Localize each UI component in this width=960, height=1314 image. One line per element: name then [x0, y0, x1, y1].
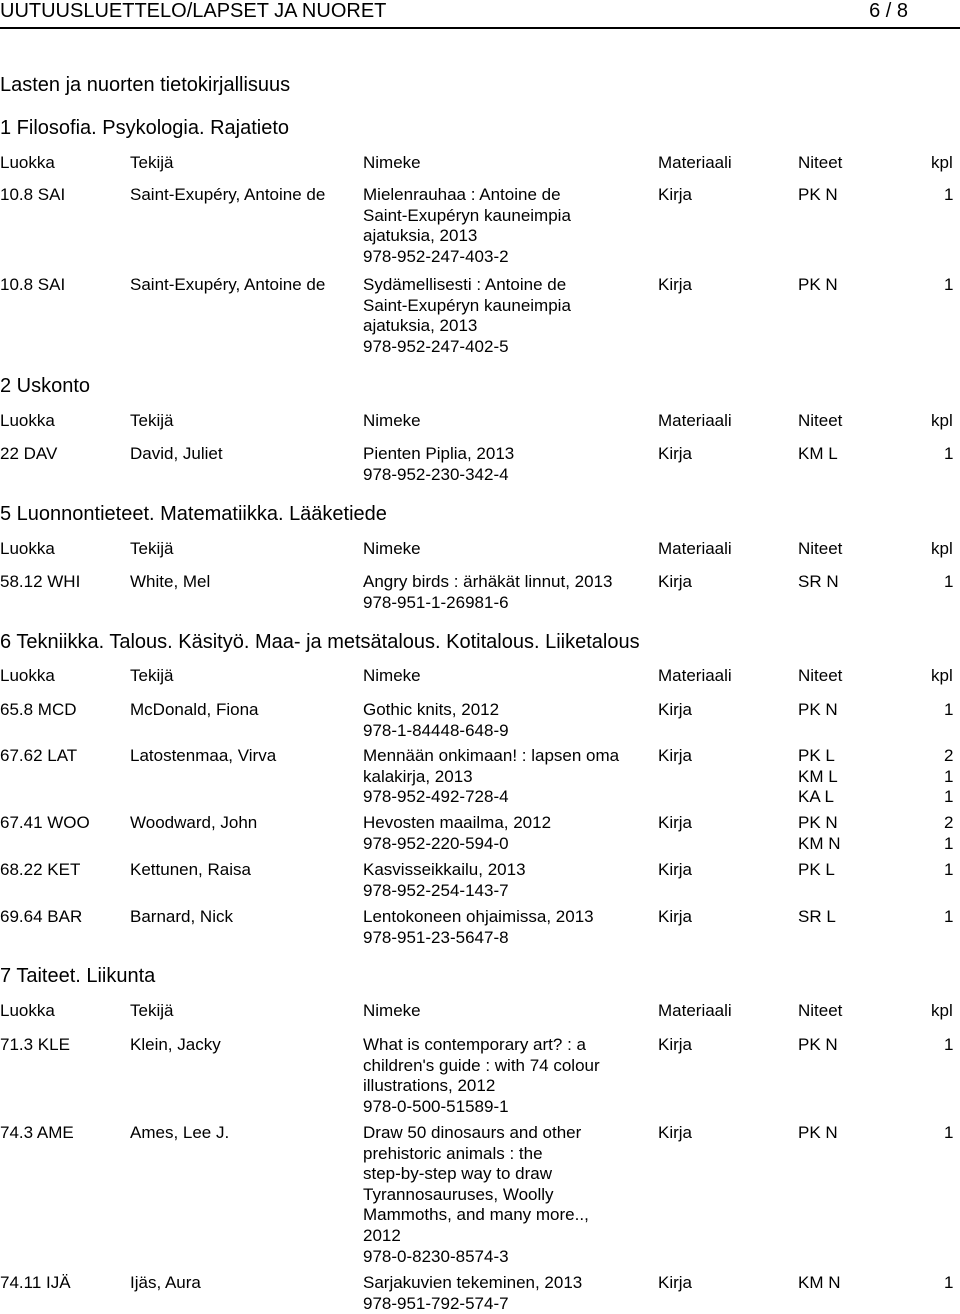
- holding-location: PK N: [798, 275, 838, 294]
- column-header-luokka: Luokka: [0, 411, 55, 430]
- column-header-nimeke: Nimeke: [363, 539, 421, 558]
- author: Ijäs, Aura: [130, 1273, 201, 1292]
- title-cell: [363, 813, 648, 854]
- copy-count: [944, 185, 960, 206]
- class-code: 69.64 BAR: [0, 907, 83, 926]
- copy-count: [944, 813, 960, 854]
- class-code: 22 DAV: [0, 444, 58, 463]
- title-line: Draw 50 dinosaurs and other: [363, 1123, 582, 1142]
- class-code: 68.22 KET: [0, 860, 81, 879]
- holding-location: KM N: [798, 833, 841, 853]
- author: White, Mel: [130, 572, 211, 591]
- holding-location: SR N: [798, 572, 839, 591]
- title-line: What is contemporary art? : a: [363, 1035, 586, 1054]
- title-cell: [363, 444, 648, 485]
- holding-location: SR L: [798, 907, 836, 926]
- title-cell: [363, 860, 648, 901]
- material: Kirja: [658, 572, 693, 591]
- copies: 1: [944, 1273, 954, 1292]
- copy-count: [944, 572, 960, 593]
- column-header-materiaali: Materiaali: [658, 153, 732, 172]
- header-divider: [0, 27, 960, 29]
- holdings: [798, 1035, 838, 1056]
- copies: 1: [944, 766, 954, 786]
- holding-location: PK L: [798, 860, 835, 879]
- isbn: 978-951-23-5647-8: [363, 927, 509, 947]
- title-cell: [363, 185, 648, 267]
- author: David, Juliet: [130, 444, 223, 463]
- copies: 1: [944, 1123, 954, 1142]
- holding-location: PK N: [798, 1035, 838, 1054]
- holding-location: PK N: [798, 700, 838, 719]
- column-header-nimeke: Nimeke: [363, 411, 421, 430]
- holdings: [798, 1123, 838, 1144]
- copy-count: [944, 860, 960, 881]
- title-cell: [363, 1273, 648, 1314]
- class-code: 74.11 IJÄ: [0, 1273, 71, 1292]
- holdings: [798, 700, 838, 721]
- column-header-niteet: Niteet: [798, 1001, 843, 1020]
- column-header-tekija: Tekijä: [130, 411, 174, 430]
- holdings: [798, 572, 839, 593]
- holdings: [798, 860, 835, 881]
- title-cell: [363, 700, 648, 741]
- holdings: [798, 1273, 841, 1294]
- column-header-kpl: kpl: [931, 153, 953, 172]
- title-line: Gothic knits, 2012: [363, 700, 500, 719]
- holding-location: PK N: [798, 813, 838, 832]
- copy-count: [944, 444, 960, 465]
- column-header-tekija: Tekijä: [130, 539, 174, 558]
- column-header-niteet: Niteet: [798, 153, 843, 172]
- material: Kirja: [658, 1035, 693, 1054]
- isbn: 978-0-500-51589-1: [363, 1096, 509, 1116]
- material: Kirja: [658, 746, 693, 765]
- column-header-nimeke: Nimeke: [363, 666, 421, 685]
- copies: 1: [944, 833, 954, 853]
- title-cell: [363, 1123, 648, 1267]
- column-header-kpl: kpl: [931, 411, 953, 430]
- holding-location: PK N: [798, 185, 838, 204]
- class-code: 10.8 SAI: [0, 185, 66, 204]
- title-cell: [363, 1035, 648, 1117]
- column-header-tekija: Tekijä: [130, 153, 174, 172]
- copies: 1: [944, 185, 954, 204]
- title-line: Saint-Exupéryn kauneimpia: [363, 205, 571, 225]
- title-line: step-by-step way to draw: [363, 1164, 552, 1184]
- isbn: 978-0-8230-8574-3: [363, 1246, 509, 1266]
- author: Barnard, Nick: [130, 907, 233, 926]
- copies: 1: [944, 1035, 954, 1054]
- author: McDonald, Fiona: [130, 700, 259, 719]
- section-title: 6 Tekniikka. Talous. Käsityö. Maa- ja metsätalous. Kotitalous. Liiketalous: [0, 631, 640, 653]
- title-line: Hevosten maailma, 2012: [363, 813, 552, 832]
- class-code: 67.41 WOO: [0, 813, 90, 832]
- column-header-tekija: Tekijä: [130, 1001, 174, 1020]
- copies: 1: [944, 275, 954, 294]
- column-header-niteet: Niteet: [798, 411, 843, 430]
- isbn: 978-952-230-342-4: [363, 464, 509, 484]
- column-header-tekija: Tekijä: [130, 666, 174, 685]
- material: Kirja: [658, 185, 693, 204]
- column-header-luokka: Luokka: [0, 153, 55, 172]
- title-line: Mennään onkimaan! : lapsen oma: [363, 746, 620, 765]
- class-code: 71.3 KLE: [0, 1035, 70, 1054]
- copies: 1: [944, 787, 954, 807]
- class-code: 74.3 AME: [0, 1123, 74, 1142]
- title-cell: [363, 572, 648, 613]
- isbn: 978-952-247-402-5: [363, 336, 509, 356]
- holdings: [798, 907, 836, 928]
- material: Kirja: [658, 907, 693, 926]
- class-code: 10.8 SAI: [0, 275, 66, 294]
- material: Kirja: [658, 444, 693, 463]
- title-line: ajatuksia, 2013: [363, 316, 478, 336]
- title-cell: [363, 746, 648, 808]
- title-cell: [363, 275, 648, 357]
- column-header-kpl: kpl: [931, 666, 953, 685]
- holding-location: PK L: [798, 746, 835, 765]
- title-line: Pienten Piplia, 2013: [363, 444, 515, 463]
- holding-location: KA L: [798, 787, 834, 807]
- section-title: 5 Luonnontieteet. Matematiikka. Lääketiede: [0, 503, 387, 525]
- column-header-luokka: Luokka: [0, 1001, 55, 1020]
- column-header-nimeke: Nimeke: [363, 1001, 421, 1020]
- author: Saint-Exupéry, Antoine de: [130, 185, 326, 204]
- copy-count: [944, 700, 960, 721]
- column-header-kpl: kpl: [931, 539, 953, 558]
- main-heading: Lasten ja nuorten tietokirjallisuus: [0, 74, 291, 96]
- column-header-materiaali: Materiaali: [658, 1001, 732, 1020]
- section-title: 7 Taiteet. Liikunta: [0, 965, 156, 987]
- isbn: 978-951-1-26981-6: [363, 592, 509, 612]
- copy-count: [944, 1273, 960, 1294]
- column-header-nimeke: Nimeke: [363, 153, 421, 172]
- isbn: 978-951-792-574-7: [363, 1293, 509, 1313]
- column-header-row: [0, 411, 960, 431]
- column-header-row: [0, 539, 960, 559]
- column-header-luokka: Luokka: [0, 666, 55, 685]
- copy-count: [944, 1123, 960, 1144]
- title-line: kalakirja, 2013: [363, 766, 473, 786]
- copies: 1: [944, 860, 954, 879]
- copies: 1: [944, 907, 954, 926]
- isbn: 978-952-220-594-0: [363, 833, 509, 853]
- copies: 1: [944, 700, 954, 719]
- class-code: 58.12 WHI: [0, 572, 81, 591]
- title-line: Tyrannosauruses, Woolly: [363, 1184, 554, 1204]
- column-header-row: [0, 1001, 960, 1021]
- document-title: UUTUUSLUETTELO/LAPSET JA NUORET: [0, 0, 387, 22]
- author: Saint-Exupéry, Antoine de: [130, 275, 326, 294]
- column-header-materiaali: Materiaali: [658, 411, 732, 430]
- author: Kettunen, Raisa: [130, 860, 251, 879]
- page-number: 6 / 8: [869, 0, 908, 22]
- column-header-niteet: Niteet: [798, 539, 843, 558]
- title-line: prehistoric animals : the: [363, 1143, 543, 1163]
- title-line: Saint-Exupéryn kauneimpia: [363, 295, 571, 315]
- title-line: Kasvisseikkailu, 2013: [363, 860, 526, 879]
- isbn: 978-1-84448-648-9: [363, 720, 509, 740]
- title-line: ajatuksia, 2013: [363, 226, 478, 246]
- author: Ames, Lee J.: [130, 1123, 230, 1142]
- copy-count: [944, 746, 960, 808]
- title-line: Angry birds : ärhäkät linnut, 2013: [363, 572, 613, 591]
- section-title: 1 Filosofia. Psykologia. Rajatieto: [0, 117, 290, 139]
- column-header-row: [0, 666, 960, 686]
- author: Woodward, John: [130, 813, 258, 832]
- title-line: illustrations, 2012: [363, 1076, 496, 1096]
- isbn: 978-952-492-728-4: [363, 787, 509, 807]
- material: Kirja: [658, 275, 693, 294]
- title-line: Mielenrauhaa : Antoine de: [363, 185, 561, 204]
- holding-location: KM L: [798, 444, 838, 463]
- copies: 1: [944, 444, 954, 463]
- holdings: [798, 444, 838, 465]
- copies: 2: [944, 813, 954, 832]
- holdings: [798, 746, 838, 808]
- title-cell: [363, 907, 648, 948]
- title-line: Mammoths, and many more..,: [363, 1205, 589, 1225]
- material: Kirja: [658, 700, 693, 719]
- holdings: [798, 813, 841, 854]
- material: Kirja: [658, 1273, 693, 1292]
- holding-location: KM N: [798, 1273, 841, 1292]
- title-line: Sarjakuvien tekeminen, 2013: [363, 1273, 583, 1292]
- column-header-materiaali: Materiaali: [658, 539, 732, 558]
- class-code: 67.62 LAT: [0, 746, 78, 765]
- copies: 2: [944, 746, 954, 765]
- material: Kirja: [658, 860, 693, 879]
- author: Latostenmaa, Virva: [130, 746, 277, 765]
- holdings: [798, 275, 838, 296]
- copy-count: [944, 1035, 960, 1056]
- title-line: children's guide : with 74 colour: [363, 1055, 600, 1075]
- author: Klein, Jacky: [130, 1035, 221, 1054]
- column-header-kpl: kpl: [931, 1001, 953, 1020]
- copy-count: [944, 907, 960, 928]
- material: Kirja: [658, 813, 693, 832]
- column-header-luokka: Luokka: [0, 539, 55, 558]
- holding-location: KM L: [798, 766, 838, 786]
- section-title: 2 Uskonto: [0, 375, 91, 397]
- title-line: Lentokoneen ohjaimissa, 2013: [363, 907, 594, 926]
- copies: 1: [944, 572, 954, 591]
- title-line: 2012: [363, 1225, 401, 1245]
- isbn: 978-952-254-143-7: [363, 880, 509, 900]
- material: Kirja: [658, 1123, 693, 1142]
- copy-count: [944, 275, 960, 296]
- class-code: 65.8 MCD: [0, 700, 77, 719]
- column-header-row: [0, 153, 960, 173]
- isbn: 978-952-247-403-2: [363, 246, 509, 266]
- column-header-materiaali: Materiaali: [658, 666, 732, 685]
- column-header-niteet: Niteet: [798, 666, 843, 685]
- holdings: [798, 185, 838, 206]
- title-line: Sydämellisesti : Antoine de: [363, 275, 567, 294]
- holding-location: PK N: [798, 1123, 838, 1142]
